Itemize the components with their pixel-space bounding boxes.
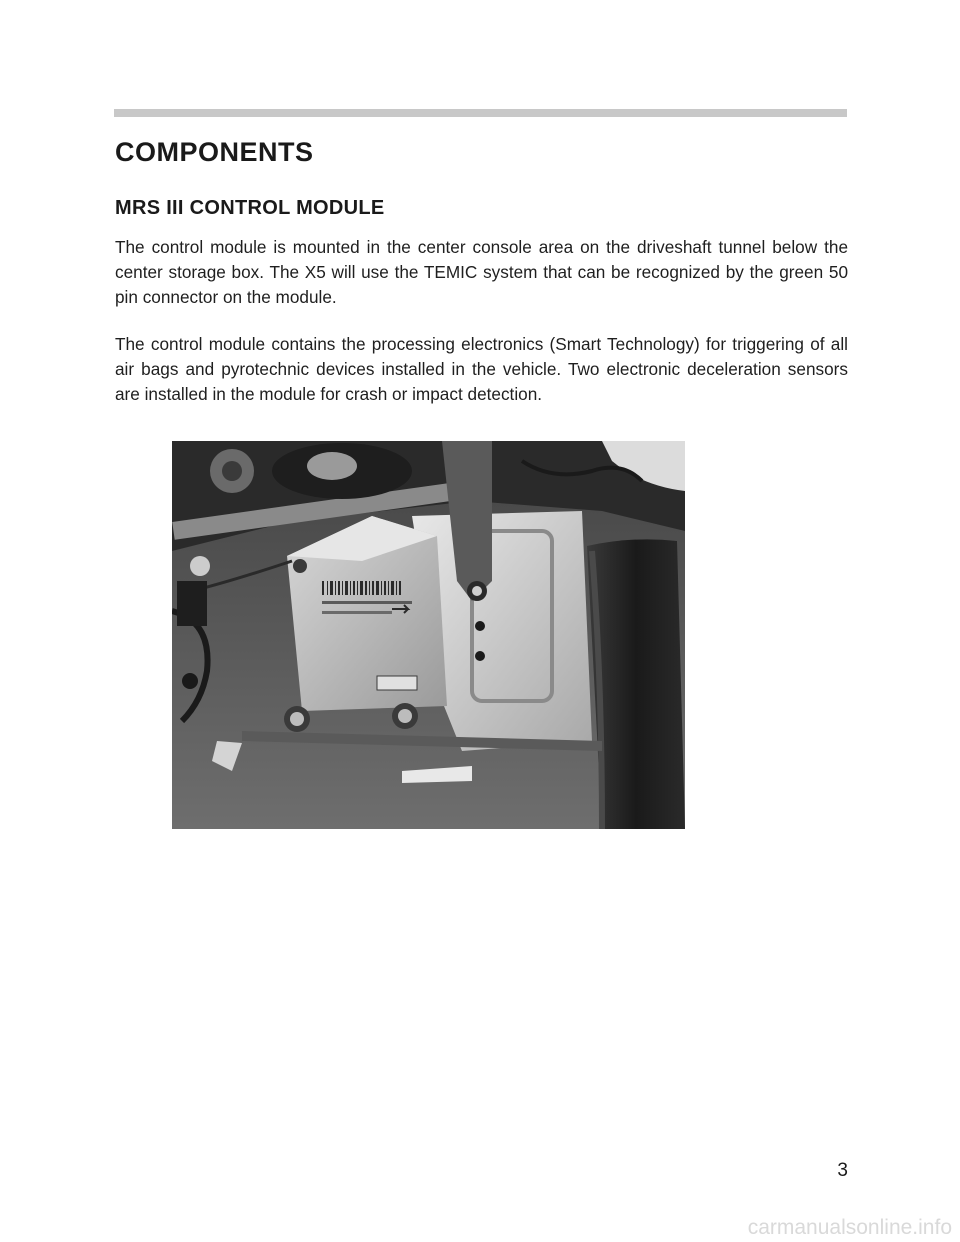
sub-title: MRS III CONTROL MODULE bbox=[115, 197, 385, 219]
paragraph-electronics: The control module contains the processing electronics (Smart Technology) for triggering of all air bags and pyrotechnic devices installed in the vehicle. Two electronic deceleration sensors are installed in the module for crash or impact detection. bbox=[115, 334, 848, 404]
section-title: COMPONENTS bbox=[115, 137, 314, 167]
paragraph-mounting: The control module is mounted in the center console area on the driveshaft tunnel below the center storage box. The X5 will use the TEMIC system that can be recognized by the green 50 pin connector on the module. bbox=[115, 237, 848, 307]
top-rule bbox=[114, 109, 847, 117]
watermark: carmanualsonline.info bbox=[747, 1216, 952, 1239]
control-module-photo-graphic bbox=[172, 441, 685, 829]
page-number: 3 bbox=[837, 1160, 848, 1181]
control-module-photo bbox=[172, 441, 685, 829]
